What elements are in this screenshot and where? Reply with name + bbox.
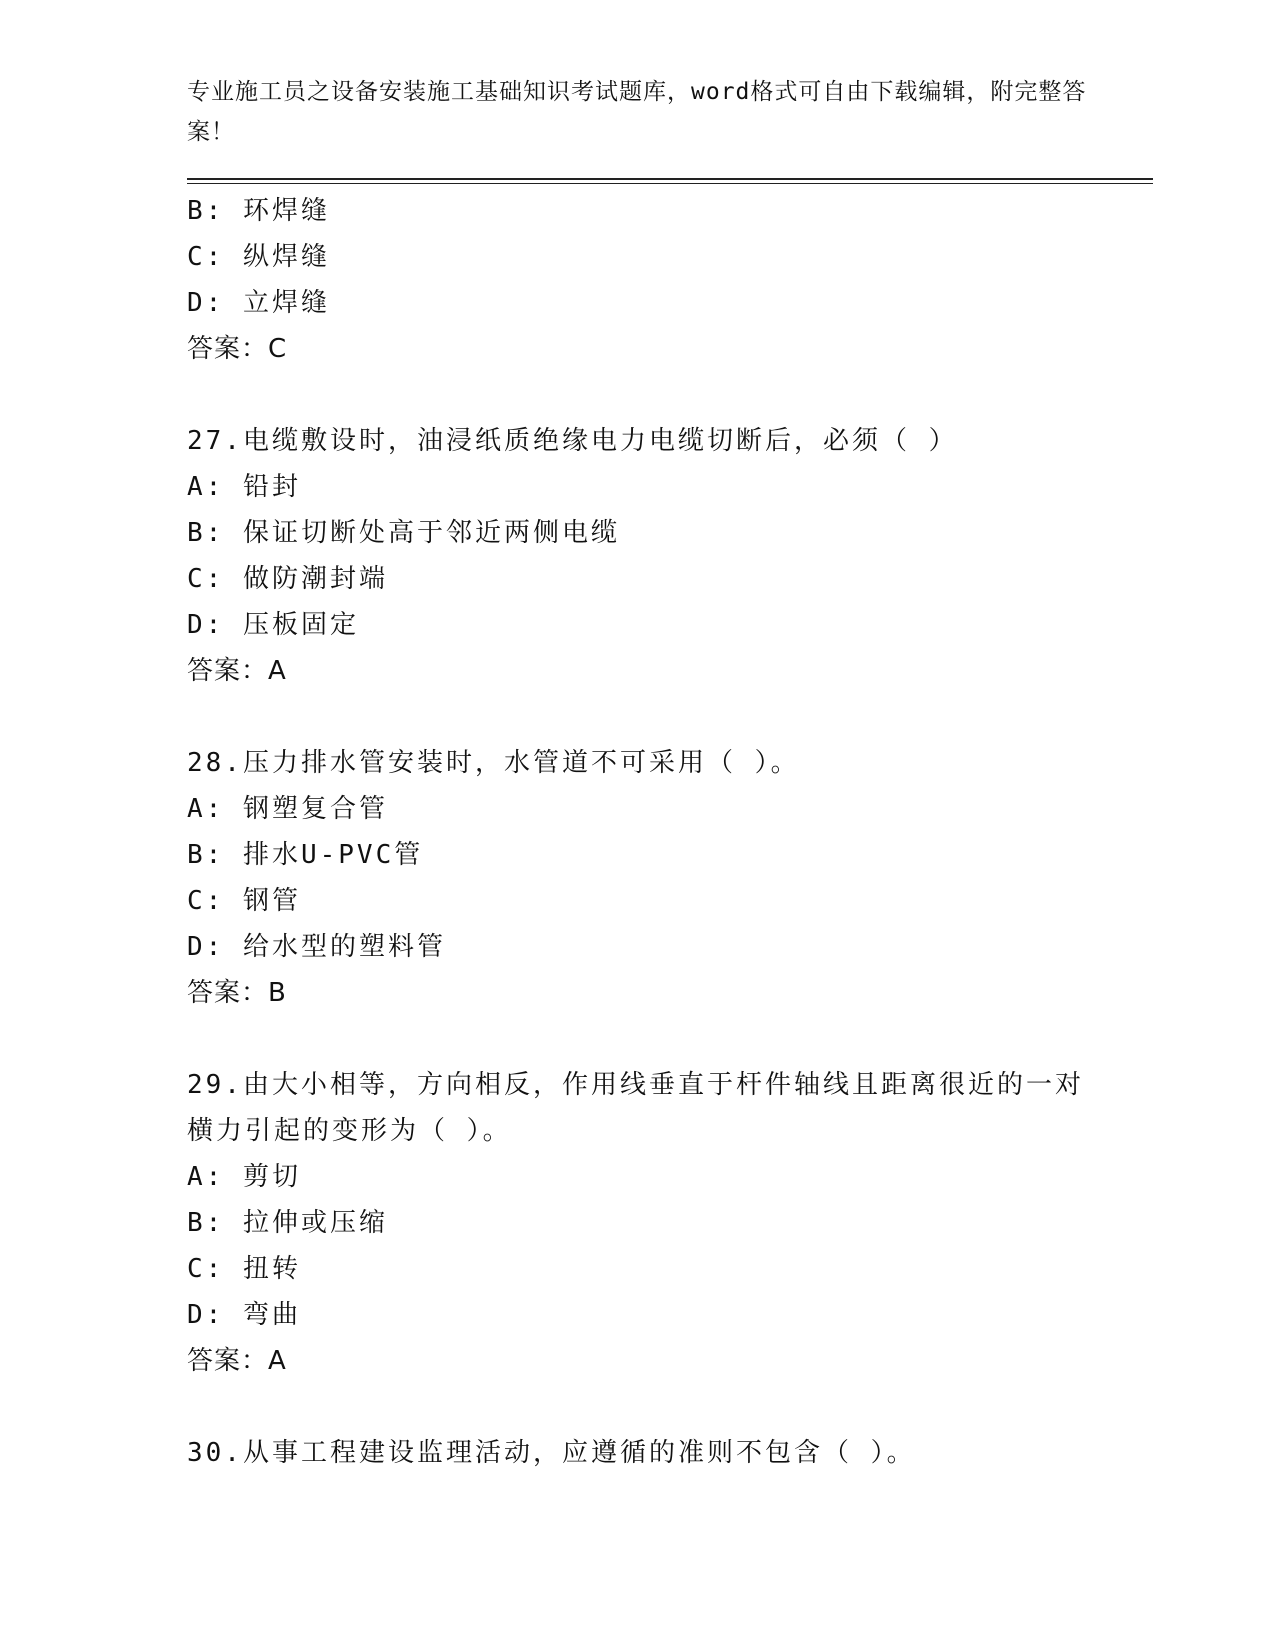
option-b: B: 排水U-PVC管 [187, 840, 424, 870]
option-a: A: 铅封 [187, 472, 301, 502]
question-stem: 29.由大小相等，方向相反，作用线垂直于杆件轴线且距离很近的一对横力引起的变形为（ ）。 [187, 1070, 1084, 1146]
answer-line: 答案：A [187, 1346, 287, 1376]
page-header-title: 专业施工员之设备安装施工基础知识考试题库，word格式可自由下载编辑，附完整答案！ [187, 79, 1087, 145]
option-d: D: 压板固定 [187, 610, 359, 640]
option-b: B: 保证切断处高于邻近两侧电缆 [187, 518, 620, 548]
option-c: C: 纵焊缝 [187, 242, 330, 272]
option-a: A: 剪切 [187, 1162, 301, 1192]
option-c: C: 做防潮封端 [187, 564, 388, 594]
previous-question-block [187, 188, 1087, 372]
spacer [187, 1016, 1087, 1062]
question-29 [187, 1062, 1087, 1384]
answer-line: 答案：C [187, 334, 288, 364]
header-divider [187, 178, 1153, 184]
question-stem: 27.电缆敷设时，油浸纸质绝缘电力电缆切断后，必须（ ） [187, 426, 958, 456]
option-b: B: 拉伸或压缩 [187, 1208, 388, 1238]
option-d: D: 给水型的塑料管 [187, 932, 446, 962]
document-body [187, 188, 1087, 1476]
question-30 [187, 1430, 1087, 1476]
question-28 [187, 740, 1087, 1016]
spacer [187, 694, 1087, 740]
question-stem: 30.从事工程建设监理活动，应遵循的准则不包含（ ）。 [187, 1438, 916, 1468]
question-27 [187, 418, 1087, 694]
spacer [187, 1384, 1087, 1430]
option-b: B: 环焊缝 [187, 196, 330, 226]
option-c: C: 钢管 [187, 886, 301, 916]
question-stem: 28.压力排水管安装时，水管道不可采用（ ）。 [187, 748, 800, 778]
option-c: C: 扭转 [187, 1254, 301, 1284]
option-d: D: 立焊缝 [187, 288, 330, 318]
answer-line: 答案：A [187, 656, 287, 686]
option-a: A: 钢塑复合管 [187, 794, 388, 824]
answer-line: 答案：B [187, 978, 287, 1008]
spacer [187, 372, 1087, 418]
option-d: D: 弯曲 [187, 1300, 301, 1330]
